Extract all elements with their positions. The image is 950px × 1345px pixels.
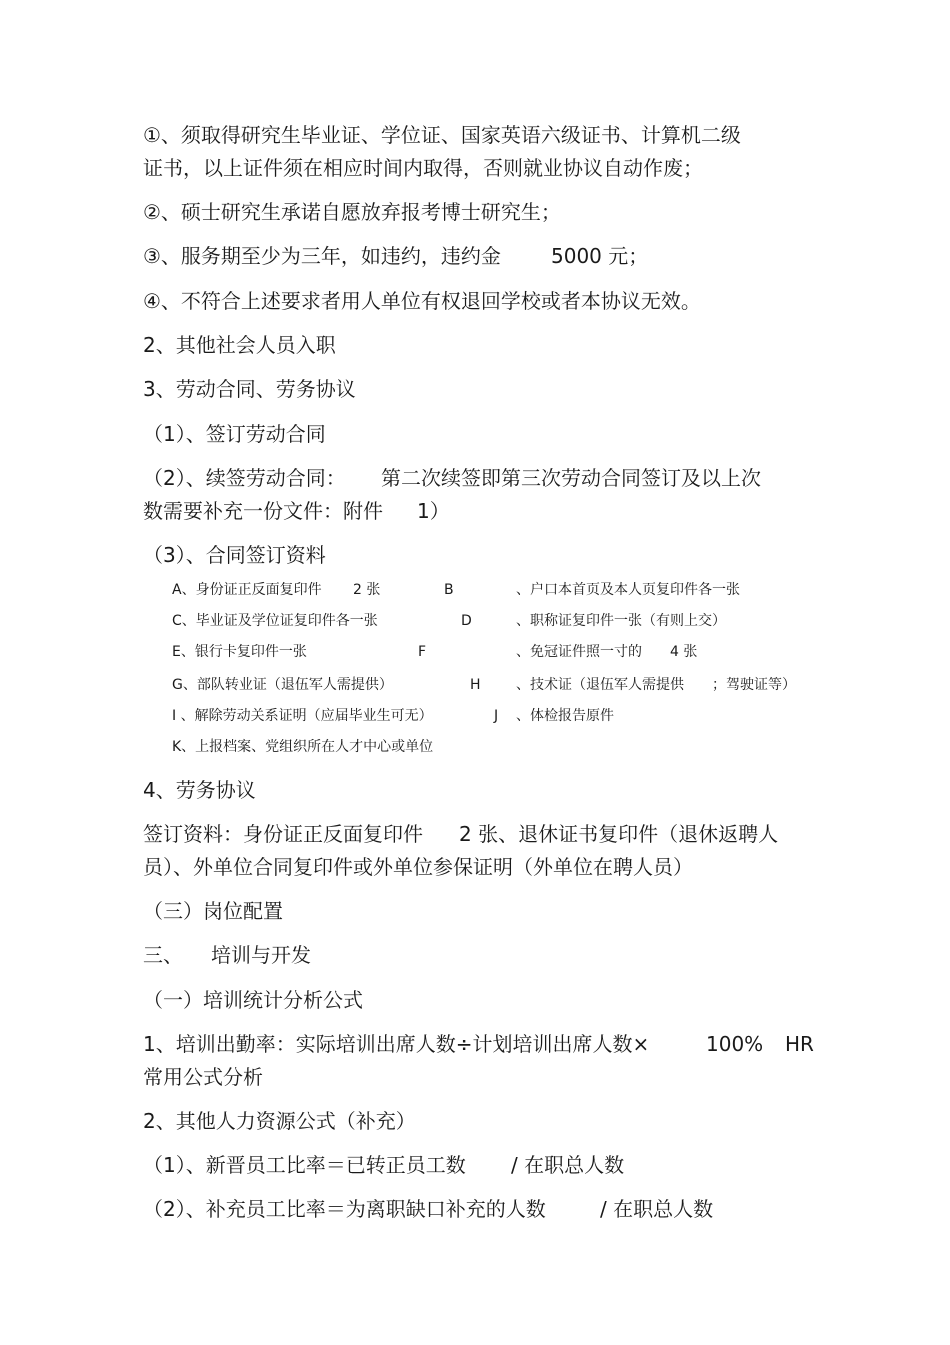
material-d: 、职称证复印件一张（有则上交） <box>516 613 726 629</box>
formula-attendance-percent: 100% <box>706 1032 764 1056</box>
heading-other-hr-formulas: 2、其他人力资源公式（补充） <box>143 1109 416 1133</box>
material-k: K、上报档案、党组织所在人才中心或单位 <box>172 739 434 755</box>
heading-labor-contracts: 3、劳动合同、劳务协议 <box>143 377 356 401</box>
clause-3-amount: 5000 元； <box>551 244 649 268</box>
service-agreement-materials-line-2: 员）、外单位合同复印件或外单位参保证明（外单位在聘人员） <box>143 855 693 879</box>
section-three-number: 三、 <box>143 943 183 967</box>
formula-replacement-ratio: （2）、补充员工比率＝为离职缺口补充的人数 <box>143 1197 546 1221</box>
material-a: A、身份证正反面复印件 <box>172 582 322 598</box>
clause-1-line-1: ①、须取得研究生毕业证、学位证、国家英语六级证书、计算机二级 <box>143 123 741 147</box>
service-agreement-materials-line-1: 签订资料：身份证正反面复印件 <box>143 822 423 846</box>
material-a-count: 2 张 <box>353 582 381 598</box>
material-b-letter: B <box>444 582 454 598</box>
material-g: G、部队转业证（退伍军人需提供） <box>172 677 393 693</box>
formula-replacement-ratio-denominator: / 在职总人数 <box>600 1197 714 1221</box>
material-h: 、技术证（退伍军人需提供 <box>516 677 684 693</box>
material-f: 、免冠证件照一寸的 <box>516 644 642 660</box>
material-i: I 、解除劳动关系证明（应届毕业生可无） <box>172 708 433 724</box>
item-sign-contract: （1）、签订劳动合同 <box>143 422 326 446</box>
material-c: C、毕业证及学位证复印件各一张 <box>172 613 378 629</box>
material-j-letter: J <box>494 708 499 724</box>
material-h-extra: ；驾驶证等） <box>712 677 796 693</box>
material-e: E、银行卡复印件一张 <box>172 644 307 660</box>
material-h-letter: H <box>470 677 481 693</box>
clause-2: ②、硕士研究生承诺自愿放弃报考博士研究生； <box>143 200 561 224</box>
material-b: 、户口本首页及本人页复印件各一张 <box>516 582 740 598</box>
clause-1-line-2: 证书，以上证件须在相应时间内取得，否则就业协议自动作废； <box>143 156 703 180</box>
item-renew-contract-attachment: 1） <box>417 499 450 523</box>
material-f-letter: F <box>418 644 427 660</box>
material-j: 、体检报告原件 <box>516 708 614 724</box>
item-renew-contract-detail: 第二次续签即第三次劳动合同签订及以上次 <box>381 466 761 490</box>
formula-new-employee-ratio-denominator: / 在职总人数 <box>511 1153 625 1177</box>
service-agreement-materials-count: 2 张、退休证书复印件（退休返聘人 <box>459 822 779 846</box>
item-contract-materials: （3）、合同签订资料 <box>143 543 326 567</box>
formula-attendance-line-2: 常用公式分析 <box>143 1065 263 1089</box>
item-renew-contract-line-2: 数需要补充一份文件：附件 <box>143 499 383 523</box>
material-f-count: 4 张 <box>670 644 698 660</box>
section-three-title: 培训与开发 <box>211 943 311 967</box>
clause-4: ④、不符合上述要求者用人单位有权退回学校或者本协议无效。 <box>143 289 701 313</box>
heading-service-agreement: 4、劳务协议 <box>143 778 256 802</box>
material-d-letter: D <box>461 613 472 629</box>
formula-new-employee-ratio: （1）、新晋员工比率＝已转正员工数 <box>143 1153 466 1177</box>
formula-attendance-hr: HR <box>785 1032 814 1056</box>
heading-training-formulas: （一）培训统计分析公式 <box>143 988 363 1012</box>
formula-attendance-rate: 1、培训出勤率：实际培训出席人数÷计划培训出席人数× <box>143 1032 650 1056</box>
heading-position-allocation: （三）岗位配置 <box>143 899 283 923</box>
clause-3: ③、服务期至少为三年，如违约，违约金 <box>143 244 501 268</box>
heading-other-hires: 2、其他社会人员入职 <box>143 333 336 357</box>
item-renew-contract: （2）、续签劳动合同： <box>143 466 346 490</box>
